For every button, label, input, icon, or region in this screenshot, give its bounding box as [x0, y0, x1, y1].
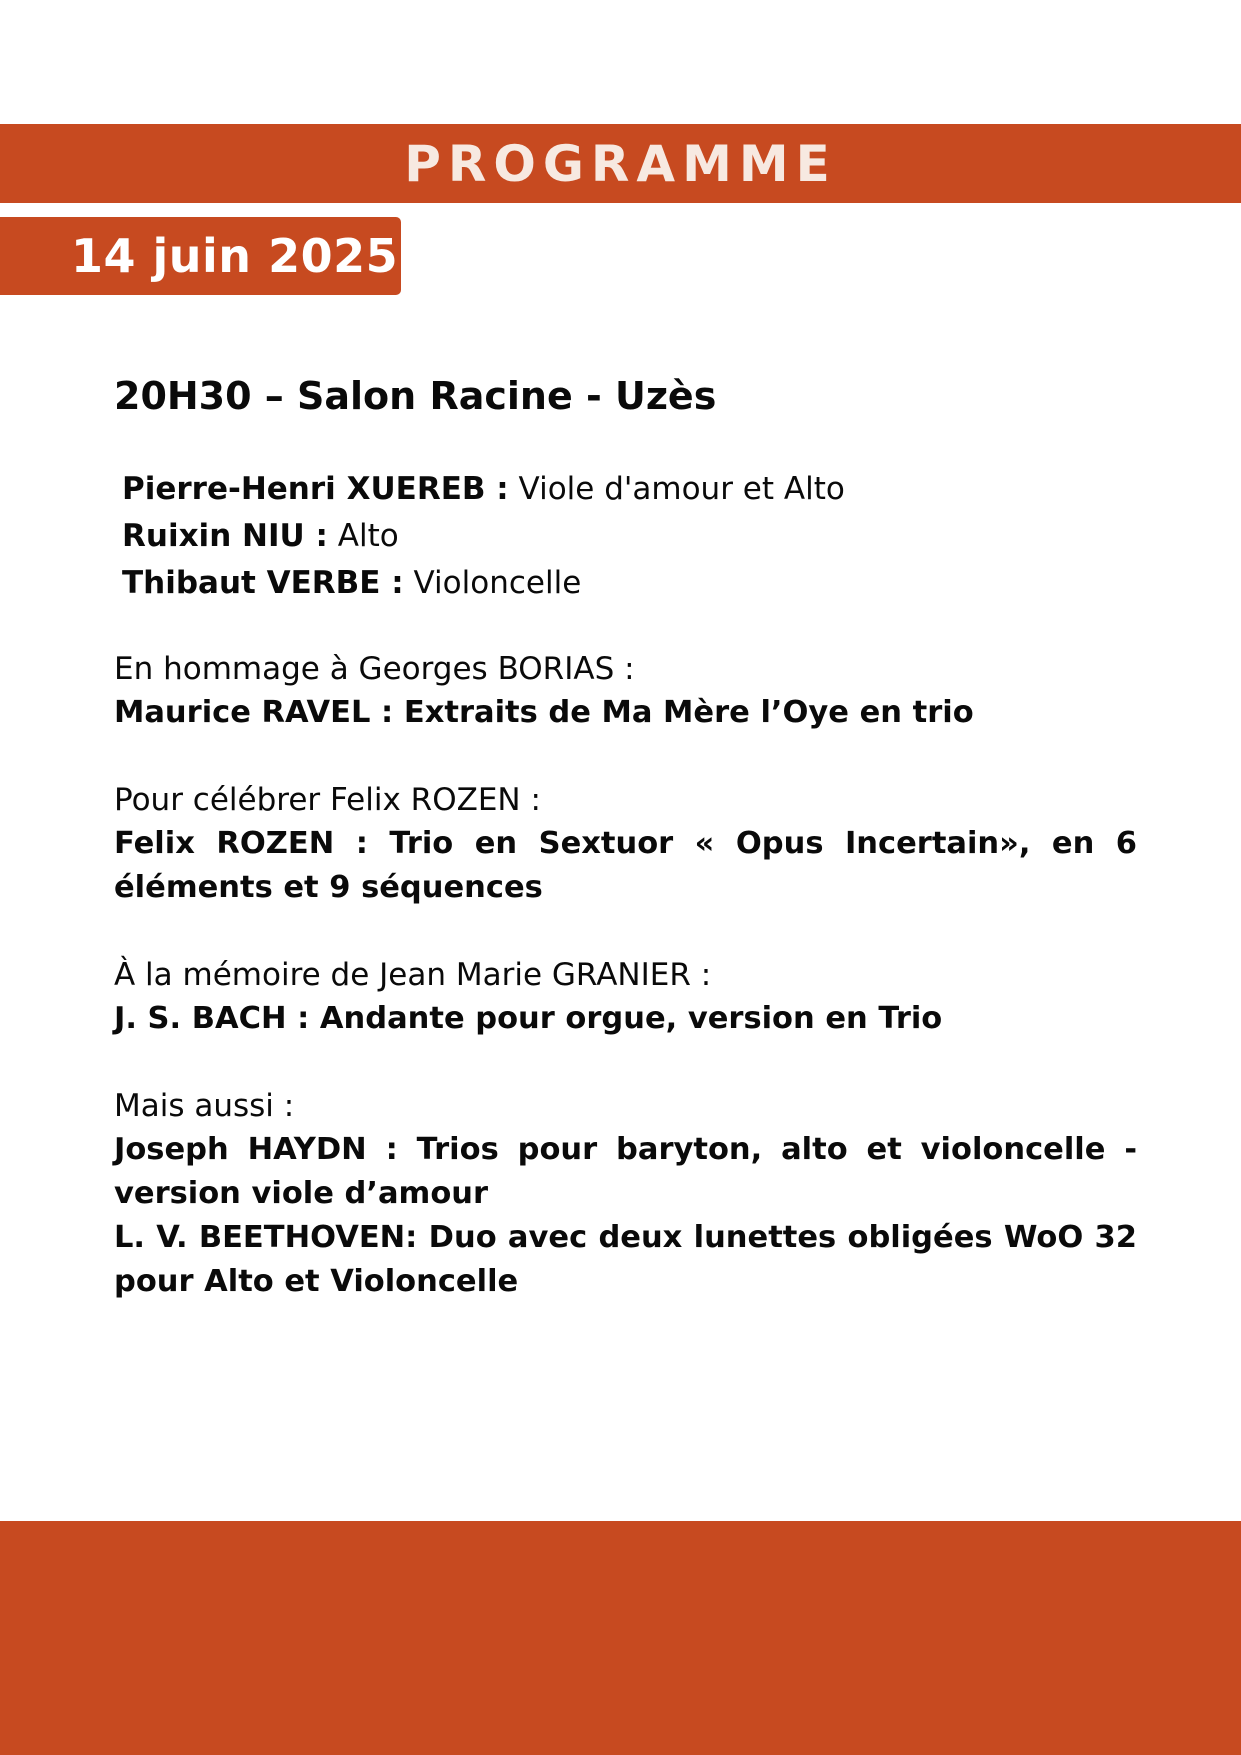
performer-instrument: Violoncelle: [403, 565, 582, 601]
programme-section-granier: [114, 953, 1137, 1041]
programme-section-rozen: [114, 778, 1137, 910]
section-intro: En hommage à Georges BORIAS :: [114, 651, 635, 687]
section-intro: Mais aussi :: [114, 1088, 295, 1124]
performer-name: Ruixin NIU :: [122, 518, 328, 554]
section-intro: À la mémoire de Jean Marie GRANIER :: [114, 957, 712, 993]
performer-line: [122, 466, 845, 513]
section-intro: Pour célébrer Felix ROZEN :: [114, 782, 541, 818]
page-title: PROGRAMME: [404, 134, 837, 193]
performer-line: [122, 513, 845, 560]
event-date: 14 juin 2025: [71, 229, 399, 283]
work-title: Felix ROZEN : Trio en Sextuor « Opus Incertain», en 6 éléments et 9 séquences: [114, 826, 1137, 905]
performers-list: [122, 466, 845, 607]
date-tab: [0, 217, 401, 295]
programme-section-other: [114, 1084, 1137, 1304]
work-title: L. V. BEETHOVEN: Duo avec deux lunettes obligées WoO 32 pour Alto et Violoncelle: [114, 1220, 1137, 1299]
performer-instrument: Alto: [327, 518, 399, 554]
performer-name: Thibaut VERBE :: [122, 565, 404, 601]
programme-section-borias: [114, 647, 1137, 735]
work-title: Maurice RAVEL : Extraits de Ma Mère l’Oye en trio: [114, 695, 974, 730]
work-title: J. S. BACH : Andante pour orgue, version en Trio: [114, 1001, 943, 1036]
performer-name: Pierre-Henri XUEREB :: [122, 471, 509, 507]
title-banner: [0, 124, 1241, 203]
performer-instrument: Viole d'amour et Alto: [508, 471, 845, 507]
footer-banner: [0, 1521, 1241, 1755]
work-title: Joseph HAYDN : Trios pour baryton, alto et violoncelle - version viole d’amour: [114, 1132, 1137, 1211]
event-time-place: 20H30 – Salon Racine - Uzès: [114, 374, 717, 418]
performer-line: [122, 560, 845, 607]
